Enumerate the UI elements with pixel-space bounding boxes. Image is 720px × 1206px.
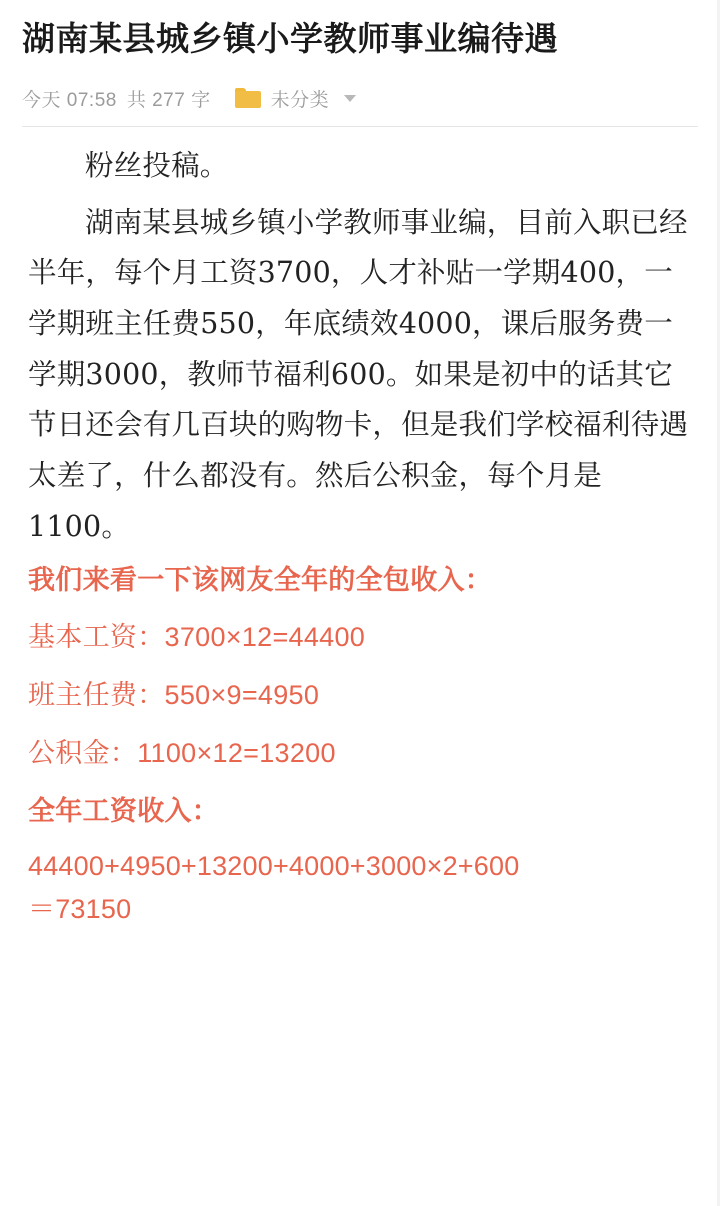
highlight-heading: 我们来看一下该网友全年的全包收入： (28, 564, 493, 595)
article-body (22, 141, 698, 972)
annual-total-expression: 44400+4950+13200+4000+3000×2+600 (28, 851, 520, 882)
folder-icon (235, 88, 261, 108)
highlight-housing-fund: 公积金：1100×12=13200 (28, 737, 336, 768)
publish-time: 今天 07:58 (22, 89, 117, 111)
paragraph-intro: 粉丝投稿。 (85, 148, 229, 182)
header-divider (22, 126, 698, 127)
highlight-base-salary: 基本工资：3700×12=44400 (28, 622, 366, 653)
chevron-down-icon[interactable] (344, 95, 356, 102)
article-meta (22, 85, 698, 122)
page-title: 湖南某县城乡镇小学教师事业编待遇 (22, 19, 558, 58)
category-label[interactable]: 未分类 (270, 89, 330, 111)
annual-total-result: ＝73150 (28, 894, 132, 925)
highlight-annual-total-label: 全年工资收入： (28, 795, 220, 826)
highlight-headteacher-fee: 班主任费：550×9=4950 (28, 680, 320, 711)
word-count: 共 277 字 (126, 89, 211, 111)
paragraph-main: 湖南某县城乡镇小学教师事业编，目前入职已经半年，每个月工资3700，人才补贴一学期400，一学期班主任费550，年底绩效4000，课后服务费一学期3000，教师节福利600。如果是初中的话其它节日还会有几百块的购物卡，但是我们学校福利待遇太差了，什么都没有。然后公积金，每个月是1100。 (28, 205, 689, 543)
